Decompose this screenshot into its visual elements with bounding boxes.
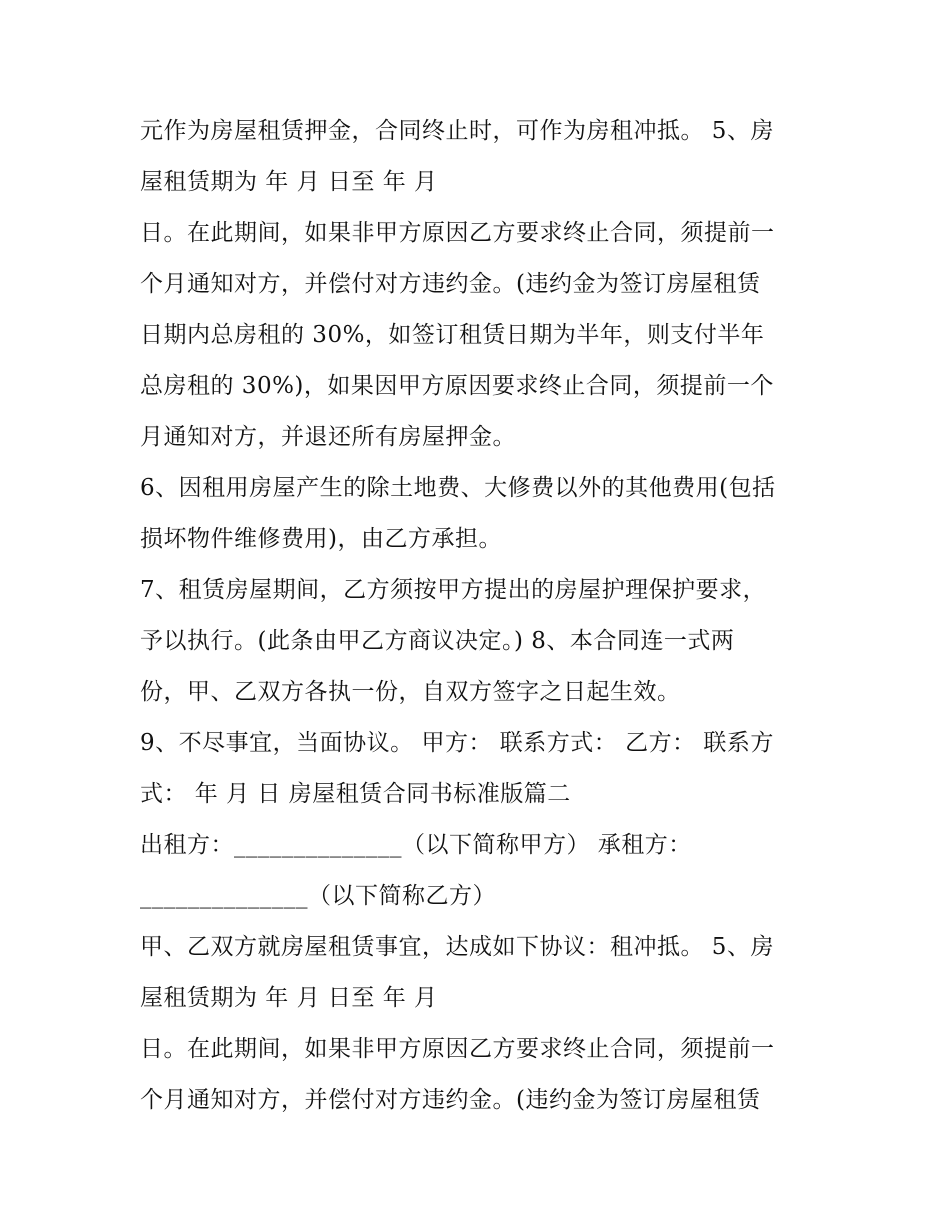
text-line: 7、租赁房屋期间，乙方须按甲方提出的房屋护理保护要求， xyxy=(140,577,767,603)
text-line: 屋租赁期为 年 月 日至 年 月 xyxy=(140,169,438,195)
text-line: 日。在此期间，如果非甲方原因乙方要求终止合同，须提前一 xyxy=(140,1036,775,1062)
text-line: 日期内总房租的 30%，如签订租赁日期为半年，则支付半年 xyxy=(140,322,765,348)
text-line: 6、因租用房屋产生的除土地费、大修费以外的其他费用(包括 xyxy=(140,475,776,501)
text-line: 个月通知对方，并偿付对方违约金。(违约金为签订房屋租赁 xyxy=(140,1087,761,1113)
text-line: 9、不尽事宜，当面协议。 甲方： 联系方式： 乙方： 联系方 xyxy=(140,730,774,756)
text-line: 元作为房屋租赁押金，合同终止时，可作为房租冲抵。 5、房 xyxy=(140,118,774,144)
text-line: 予以执行。(此条由甲乙方商议决定。) 8、本合同连一式两 xyxy=(140,628,735,654)
text-line: 总房租的 30%)，如果因甲方原因要求终止合同，须提前一个 xyxy=(140,373,774,399)
text-line: 出租方：______________（以下简称甲方） 承租方： xyxy=(140,832,692,858)
text-line: 个月通知对方，并偿付对方违约金。(违约金为签订房屋租赁 xyxy=(140,271,761,297)
text-line: 式： 年 月 日 房屋租赁合同书标准版篇二 xyxy=(140,781,571,807)
text-line: 损坏物件维修费用)，由乙方承担。 xyxy=(140,526,502,552)
document-body xyxy=(140,106,830,1126)
text-line: 日。在此期间，如果非甲方原因乙方要求终止合同，须提前一 xyxy=(140,220,775,246)
text-line: ______________（以下简称乙方） xyxy=(140,883,496,909)
text-line: 份，甲、乙双方各执一份，自双方签字之日起生效。 xyxy=(140,679,681,705)
text-line: 屋租赁期为 年 月 日至 年 月 xyxy=(140,985,438,1011)
text-line: 月通知对方，并退还所有房屋押金。 xyxy=(140,424,516,450)
text-line: 甲、乙双方就房屋租赁事宜，达成如下协议：租冲抵。 5、房 xyxy=(140,934,774,960)
